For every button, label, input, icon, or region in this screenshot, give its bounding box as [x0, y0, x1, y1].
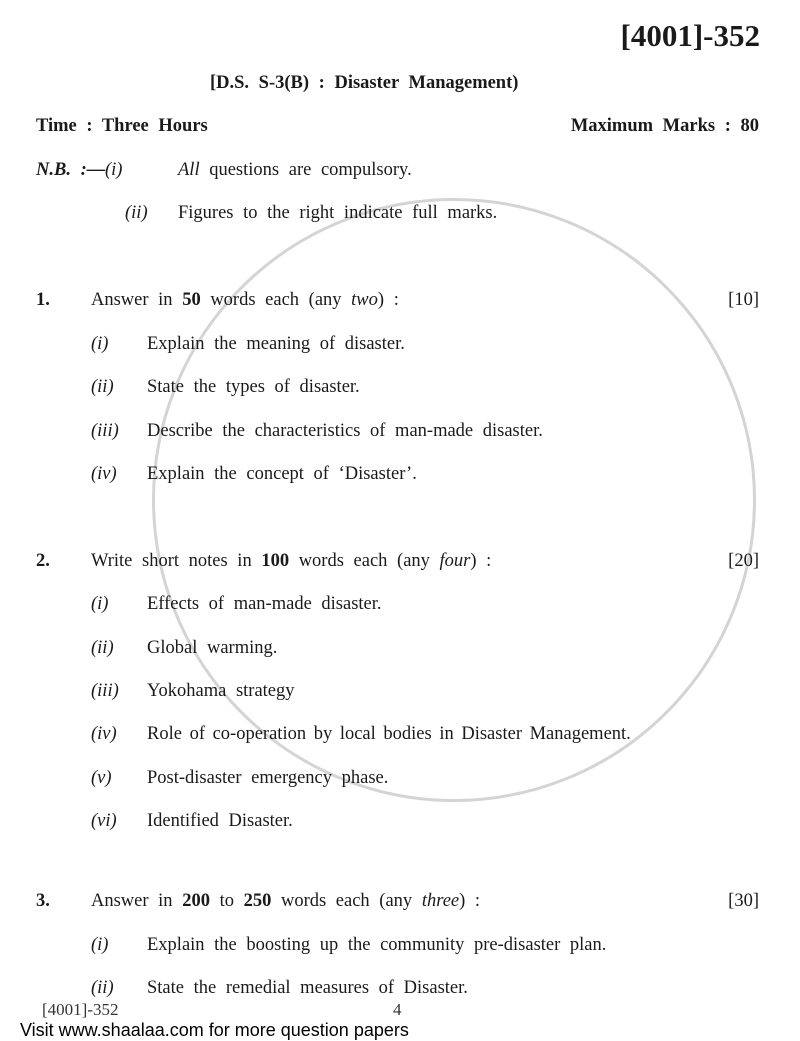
question-item: Effects of man-made disaster.: [147, 594, 382, 614]
instruction-num: (i): [105, 160, 123, 180]
intro-text: ) :: [459, 891, 481, 911]
subject-title: [D.S. S-3(B) : Disaster Management): [210, 73, 519, 93]
question-item: Global warming.: [147, 638, 278, 658]
item-num: (iii): [91, 421, 119, 441]
item-num: (ii): [91, 377, 114, 397]
item-num: (ii): [91, 638, 114, 658]
intro-word-count: 250: [243, 891, 272, 911]
question-marks: [20]: [728, 551, 759, 571]
intro-choice: four: [439, 551, 471, 571]
item-num: (i): [91, 334, 109, 354]
item-num: (iv): [91, 724, 117, 744]
instruction-emphasis: All: [178, 160, 200, 180]
page-number: 4: [393, 1000, 402, 1019]
exam-time: Time : Three Hours: [36, 116, 208, 136]
question-item: Describe the characteristics of man-made disaster.: [147, 421, 543, 441]
question-number: 3.: [36, 891, 50, 911]
intro-choice: three: [421, 891, 460, 911]
question-item: State the remedial measures of Disaster.: [147, 978, 468, 998]
intro-text: Write short notes in: [91, 551, 262, 571]
intro-word-count: 200: [182, 891, 210, 911]
paper-code: [4001]-352: [620, 18, 760, 53]
question-number: 1.: [36, 290, 50, 310]
item-num: (v): [91, 768, 112, 788]
footer-promo-link[interactable]: Visit www.shaalaa.com for more question papers: [20, 1020, 409, 1040]
question-item: Yokohama strategy: [147, 681, 295, 701]
question-item: Identified Disaster.: [147, 811, 293, 831]
item-num: (iii): [91, 681, 119, 701]
nb-label: N.B. :—: [36, 160, 106, 180]
question-item: Explain the meaning of disaster.: [147, 334, 405, 354]
intro-word-count: 50: [182, 290, 201, 310]
question-marks: [30]: [728, 891, 759, 911]
instruction-2: Figures to the right indicate full marks.: [178, 203, 498, 223]
intro-text: Answer in: [91, 891, 183, 911]
question-item: State the types of disaster.: [147, 377, 360, 397]
item-num: (i): [91, 935, 109, 955]
intro-text: ) :: [470, 551, 492, 571]
max-marks: Maximum Marks : 80: [570, 116, 759, 136]
footer-paper-code: [4001]-352: [42, 1000, 119, 1019]
instruction-text: questions are compulsory.: [199, 160, 412, 180]
intro-word-count: 100: [261, 551, 290, 571]
question-intro: [91, 289, 399, 311]
intro-text: words each (any: [200, 290, 352, 310]
item-num: (i): [91, 594, 109, 614]
item-num: (iv): [91, 464, 117, 484]
intro-choice: two: [351, 290, 378, 310]
question-intro: [91, 550, 491, 572]
instruction-1: [178, 159, 412, 181]
item-num: (vi): [91, 811, 117, 831]
question-marks: [10]: [728, 290, 759, 310]
intro-text: Answer in: [91, 290, 183, 310]
question-item: Explain the boosting up the community pre-disaster plan.: [147, 935, 607, 955]
question-item: Post-disaster emergency phase.: [147, 768, 389, 788]
intro-text: words each (any: [271, 891, 422, 911]
intro-text: words each (any: [289, 551, 440, 571]
item-num: (ii): [91, 978, 114, 998]
question-number: 2.: [36, 551, 50, 571]
intro-text: to: [209, 891, 244, 911]
question-intro: [91, 890, 480, 912]
question-item: Explain the concept of ‘Disaster’.: [147, 464, 417, 484]
instruction-num: (ii): [125, 203, 148, 223]
question-item: Role of co-operation by local bodies in Disaster Management.: [147, 724, 631, 744]
intro-text: ) :: [377, 290, 399, 310]
